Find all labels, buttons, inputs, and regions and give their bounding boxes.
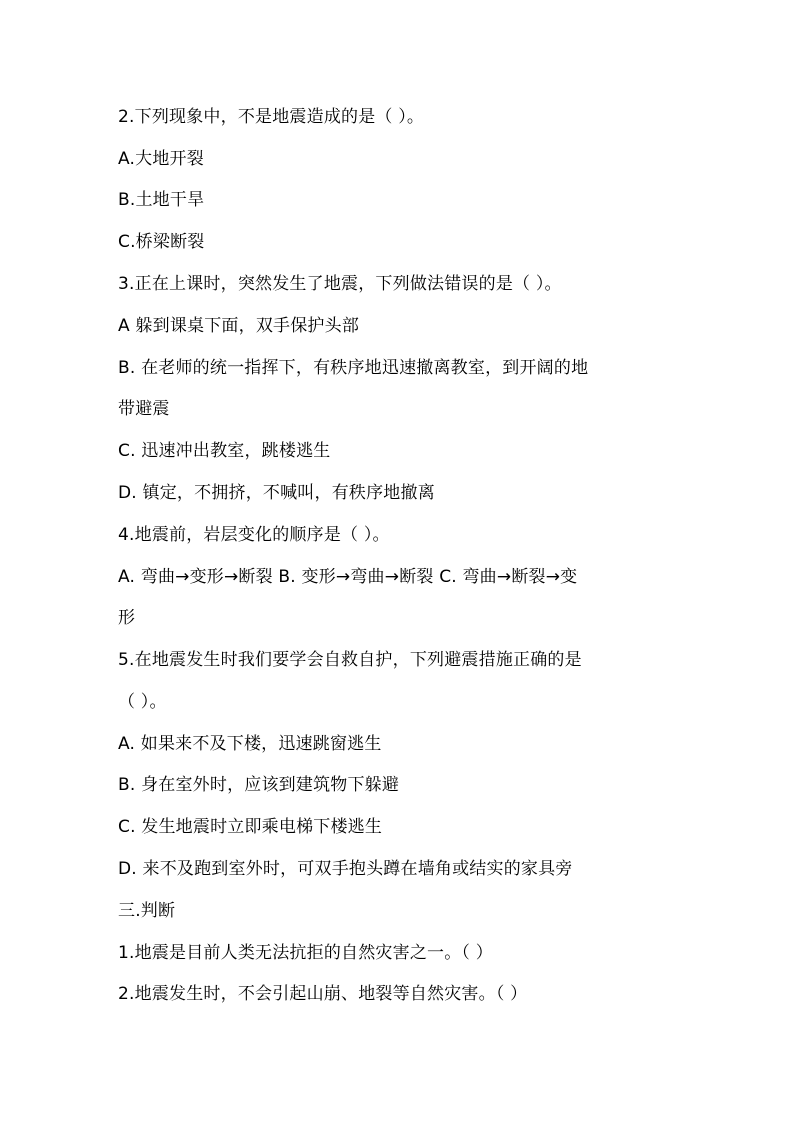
section-heading-judgment: 三.判断 [118,901,176,921]
question-3-option-a: A 躲到课桌下面，双手保护头部 [118,316,360,336]
question-5-option-c: C. 发生地震时立即乘电梯下楼逃生 [118,817,383,837]
question-2-stem: 2.下列现象中，不是地震造成的是（ ）。 [118,107,425,127]
question-3-option-b: B. 在老师的统一指挥下，有秩序地迅速撤离教室，到开阔的地 [118,358,589,378]
question-3-option-b-continued: 带避震 [118,399,170,419]
question-5-option-a: A. 如果来不及下楼，迅速跳窗逃生 [118,734,382,754]
question-5-option-d: D. 来不及跑到室外时，可双手抱头蹲在墙角或结实的家具旁 [118,859,573,879]
question-3-option-d: D. 镇定，不拥挤，不喊叫，有秩序地撤离 [118,483,435,503]
question-2-option-b: B.土地干旱 [118,190,205,210]
question-2-option-c: C.桥梁断裂 [118,232,205,252]
question-2-option-a: A.大地开裂 [118,149,204,169]
question-5-stem: 5.在地震发生时我们要学会自救自护，下列避震措施正确的是 [118,650,582,670]
question-4-options-continued: 形 [118,608,136,628]
question-3-option-c: C. 迅速冲出教室，跳楼逃生 [118,441,331,461]
question-4-options: A. 弯曲→变形→断裂 B. 变形→弯曲→断裂 C. 弯曲→断裂→变 [118,567,578,587]
judgment-question-2: 2.地震发生时，不会引起山崩、地裂等自然灾害。（ ） [118,984,528,1004]
judgment-question-1: 1.地震是目前人类无法抗拒的自然灾害之一。（ ） [118,943,493,963]
question-4-stem: 4.地震前，岩层变化的顺序是（ ）。 [118,525,390,545]
question-5-option-b: B. 身在室外时，应该到建筑物下躲避 [118,775,400,795]
question-5-stem-continued: （ ）。 [118,692,167,712]
question-3-stem: 3.正在上课时，突然发生了地震，下列做法错误的是（ ）。 [118,274,562,294]
